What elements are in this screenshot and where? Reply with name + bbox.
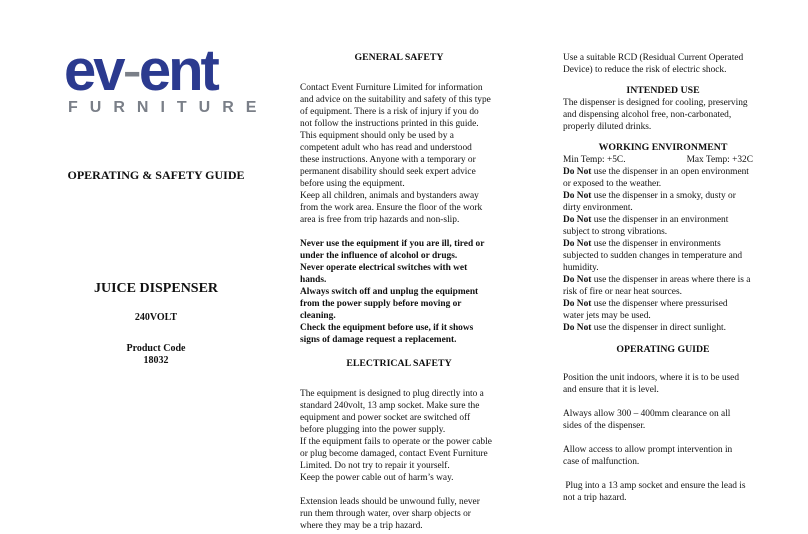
text-line: from the work area. Ensure the floor of the work (300, 203, 483, 213)
operating-guide-text (563, 372, 763, 504)
do-not-item (563, 214, 763, 226)
intended-use-heading: INTENDED USE (626, 85, 700, 96)
text-line: Device) to reduce the risk of electric shock. (563, 65, 727, 75)
text-line: and advice on the suitability and safety of this type (300, 95, 491, 105)
temperature-range (563, 154, 763, 166)
text-line: not follow the instructions printed in this guide. (300, 119, 479, 129)
safety-column (300, 52, 498, 532)
do-not-text: use the dispenser in an open environment (591, 167, 749, 177)
extension-leads-paragraph (300, 496, 498, 532)
text-line: before using the equipment. (300, 179, 405, 189)
text-line: equipment and power socket are switched off (300, 413, 471, 423)
cover-column (40, 0, 272, 534)
usage-column (563, 52, 763, 504)
text-line: signs of damage request a replacement. (300, 335, 457, 345)
text-line: Check the equipment before use, if it shows (300, 323, 474, 333)
text-line: The equipment is designed to plug directly into a (300, 389, 484, 399)
text-line: standard 240volt, 13 amp socket. Make sure the (300, 401, 480, 411)
max-temp: Max Temp: +32C (686, 155, 753, 165)
operating-guide-line: Position the unit indoors, where it is to be used (563, 373, 740, 383)
text-line: Use a suitable RCD (Residual Current Operated (563, 53, 744, 63)
text-line: and dispensing alcohol free, non-carbonated, (563, 110, 732, 120)
min-temp: Min Temp: +5C. (563, 155, 626, 165)
text-line: Always switch off and unplug the equipment (300, 287, 479, 297)
logo-subtitle: FURNITURE (68, 99, 269, 116)
product-name: JUICE DISPENSER (93, 281, 219, 296)
text-line: before plugging into the power supply. (300, 425, 446, 435)
text-line: where they may be a trip hazard. (300, 521, 423, 531)
guide-title: OPERATING & SAFETY GUIDE (67, 168, 245, 182)
text-line: Contact Event Furniture Limited for information (300, 83, 483, 93)
text-line: under the influence of alcohol or drugs. (300, 251, 458, 261)
do-not-text: use the dispenser in direct sunlight. (591, 323, 727, 333)
text-line: Extension leads should be unwound fully, never (300, 497, 480, 507)
do-not-text-continued: dirty environment. (563, 203, 633, 213)
operating-guide-line: Allow access to allow prompt intervention in (563, 445, 733, 455)
do-not-text: use the dispenser in environments (591, 239, 721, 249)
text-line: Keep the power cable out of harm’s way. (300, 473, 454, 483)
intended-use-text (563, 97, 763, 133)
event-furniture-logo (64, 38, 274, 120)
do-not-label: Do Not (563, 239, 592, 249)
do-not-text-continued: risk of fire or near heat sources. (563, 287, 682, 297)
do-not-text: use the dispenser in a smoky, dusty or (591, 191, 736, 201)
text-line: This equipment should only be used by a (300, 131, 454, 141)
text-line: permanent disability should seek expert advice (300, 167, 476, 177)
do-not-text-continued: or exposed to the weather. (563, 179, 662, 189)
voltage: 240VOLT (134, 312, 178, 323)
do-not-text: use the dispenser in an environment (591, 215, 729, 225)
do-not-label: Do Not (563, 275, 592, 285)
electrical-safety-paragraph (300, 388, 498, 484)
do-not-label: Do Not (563, 191, 592, 201)
do-not-text-continued: humidity. (563, 263, 599, 273)
working-environment-list (563, 166, 763, 334)
do-not-text: use the dispenser where pressurised (591, 299, 728, 309)
do-not-item (563, 298, 763, 310)
text-line: of equipment. There is a risk of injury if you do (300, 107, 479, 117)
product-code-label: Product Code (126, 343, 186, 354)
product-code: 18032 (143, 355, 169, 366)
do-not-text-continued: subjected to sudden changes in temperature and (563, 251, 743, 261)
do-not-item (563, 238, 763, 250)
text-line: If the equipment fails to operate or the power cable (300, 437, 492, 447)
do-not-item (563, 190, 763, 202)
general-safety-heading: GENERAL SAFETY (354, 52, 444, 63)
do-not-text-continued: subject to strong vibrations. (563, 227, 668, 237)
do-not-item (563, 166, 763, 178)
operating-guide-line: Plug into a 13 amp socket and ensure the lead is (563, 481, 746, 491)
text-line: or plug become damaged, contact Event Furniture (300, 449, 488, 459)
text-line: run them through water, over sharp objects or (300, 509, 471, 519)
do-not-item (563, 322, 763, 334)
do-not-label: Do Not (563, 167, 592, 177)
do-not-label: Do Not (563, 323, 592, 333)
text-line: Never use the equipment if you are ill, tired or (300, 239, 485, 249)
electrical-safety-heading: ELECTRICAL SAFETY (346, 358, 452, 369)
operating-guide-line: case of malfunction. (563, 457, 640, 467)
general-safety-warnings (300, 238, 498, 346)
text-line: The dispenser is designed for cooling, preserving (563, 98, 748, 108)
text-line: Limited. Do not try to repair it yourself. (300, 461, 450, 471)
general-safety-intro (300, 82, 498, 226)
text-line: from the power supply before moving or (300, 299, 462, 309)
text-line: Never operate electrical switches with wet (300, 263, 468, 273)
do-not-item (563, 274, 763, 286)
working-environment-heading: WORKING ENVIRONMENT (598, 142, 728, 153)
text-line: area is free from trip hazards and non-slip. (300, 215, 460, 225)
operating-guide-line: sides of the dispenser. (563, 421, 646, 431)
operating-guide-heading: OPERATING GUIDE (616, 344, 710, 355)
text-line: properly diluted drinks. (563, 122, 652, 132)
do-not-label: Do Not (563, 215, 592, 225)
text-line: these instructions. Anyone with a temporary or (300, 155, 476, 165)
do-not-text-continued: water jets may be used. (563, 311, 651, 321)
rcd-paragraph (563, 52, 763, 76)
text-line: hands. (300, 275, 327, 285)
text-line: Keep all children, animals and bystanders away (300, 191, 479, 201)
operating-guide-line: Always allow 300 – 400mm clearance on all (563, 409, 731, 419)
text-line: cleaning. (300, 311, 336, 321)
logo-wordmark: ev-ent (64, 38, 217, 103)
text-line: competent adult who has read and understood (300, 143, 472, 153)
do-not-text: use the dispenser in areas where there is a (591, 275, 751, 285)
operating-guide-line: and ensure that it is level. (563, 385, 659, 395)
operating-guide-line: not a trip hazard. (563, 493, 627, 503)
do-not-label: Do Not (563, 299, 592, 309)
